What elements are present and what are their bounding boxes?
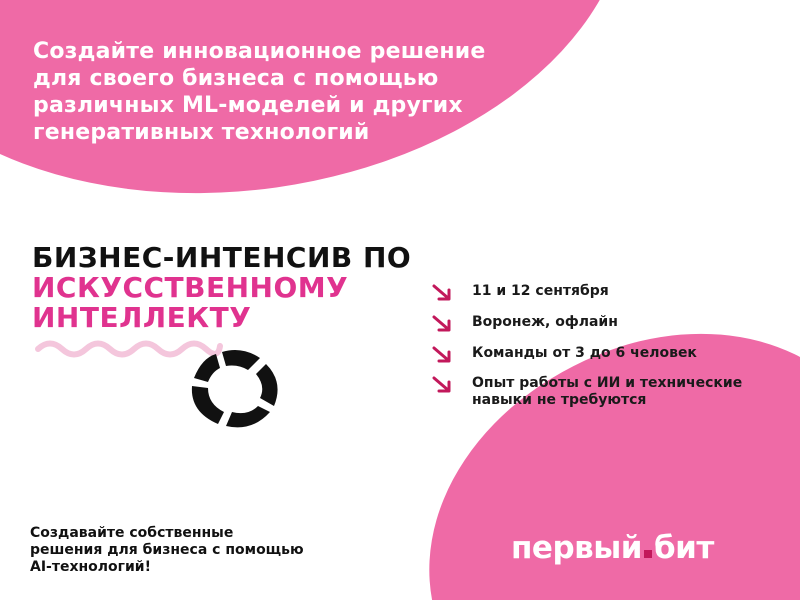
arrow-down-right-icon: [430, 375, 456, 395]
logo-word-first: первый: [511, 530, 643, 566]
arrow-down-right-icon: [430, 314, 456, 334]
list-item: [430, 375, 762, 409]
logo-dot: [644, 550, 652, 558]
headline-line: БИЗНЕС-ИНТЕНСИВ ПО: [32, 241, 412, 274]
call-to-action-text: [30, 525, 410, 576]
intro-text: [33, 38, 633, 146]
detail-location: Воронеж, офлайн: [472, 314, 618, 330]
headline-line-accent: ИСКУССТВЕННОМУ: [32, 271, 349, 304]
headline-line-accent: ИНТЕЛЛЕКТУ: [32, 301, 252, 334]
event-headline: [32, 243, 411, 333]
detail-team-size: Команды от 3 до 6 человек: [472, 345, 697, 361]
cta-line: решения для бизнеса с помощью: [30, 542, 304, 558]
list-item: [430, 314, 762, 334]
logo-word-second: бит: [654, 530, 714, 566]
list-item: [430, 345, 762, 365]
arrow-down-right-icon: [430, 283, 456, 303]
detail-requirements: Опыт работы с ИИ и технические навыки не требуются: [472, 375, 743, 408]
broken-ring-logo-icon: [186, 348, 286, 430]
intro-line: для своего бизнеса с помощью: [33, 66, 439, 91]
intro-line: Создайте инновационное решение: [33, 39, 486, 64]
arrow-down-right-icon: [430, 345, 456, 365]
list-item: [430, 283, 762, 303]
detail-date: 11 и 12 сентября: [472, 283, 609, 299]
intro-line: генеративных технологий: [33, 120, 370, 145]
cta-line: AI-технологий!: [30, 559, 151, 575]
cta-line: Создавайте собственные: [30, 525, 234, 541]
brand-logo: [511, 530, 714, 566]
intro-line: различных ML-моделей и других: [33, 93, 463, 118]
